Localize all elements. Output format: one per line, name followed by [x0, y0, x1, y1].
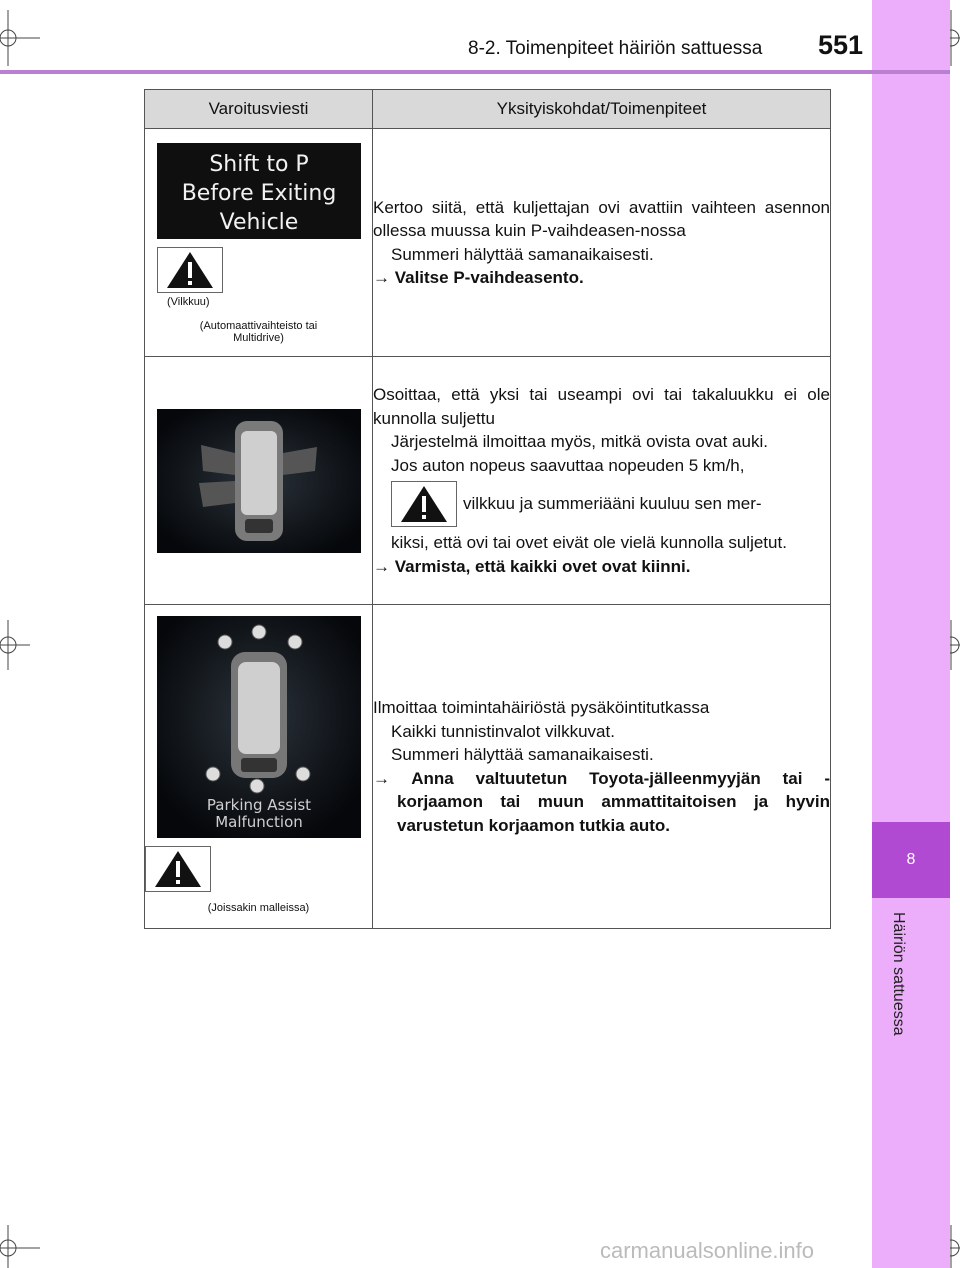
- warning-indicator-box: [391, 481, 457, 527]
- section-title: 8-2. Toimenpiteet häiriön sattuessa: [468, 38, 763, 59]
- action-text: → Varmista, että kaikki ovet ovat kiinni.: [373, 556, 691, 576]
- page-number: 551: [818, 30, 864, 60]
- screen-line-1: Shift to P: [208, 152, 309, 177]
- detail-text: Summeri hälyttää samanaikaisesti.: [391, 244, 654, 264]
- header-warning-message: Varoitusviesti: [145, 90, 373, 129]
- detail-text: vilkkuu ja summeriääni kuuluu sen mer-: [463, 494, 762, 514]
- description-text: Osoittaa, että yksi tai useampi ovi tai takaluukku ei ole kunnolla suljettu: [373, 385, 830, 428]
- warning-image-cell: [145, 129, 373, 357]
- description-text: Kertoo siitä, että kuljettajan ovi avattiin vaihteen asennon ollessa muussa kuin P-vaihdeasen-nossa: [373, 197, 830, 240]
- table-row: [145, 357, 831, 605]
- details-cell: [373, 605, 831, 929]
- screen-line-3: Vehicle: [219, 210, 298, 235]
- shift-to-p-screen: [157, 143, 361, 239]
- description-text: Ilmoittaa toimintahäiriöstä pysäköintitutkassa: [373, 698, 710, 717]
- blink-caption: (Vilkkuu): [167, 296, 210, 308]
- model-note: (Joissakin malleissa): [207, 901, 310, 914]
- header-rule: [0, 70, 950, 74]
- details-cell: [373, 357, 831, 605]
- table-row: [145, 605, 831, 929]
- detail-text: kiksi, että ovi tai ovet eivät ole vielä kunnolla suljetut.: [391, 533, 787, 552]
- screen-line-1: Parking Assist: [206, 795, 311, 814]
- chapter-number-tab: 8: [872, 822, 950, 898]
- model-note-line1: (Automaattivaihteisto tai: [199, 320, 318, 332]
- warning-table: [144, 89, 831, 929]
- warning-triangle-icon: [399, 484, 449, 524]
- warning-triangle-icon: [153, 849, 203, 889]
- header-details: Yksityiskohdat/Toimenpiteet: [373, 90, 831, 129]
- car-top-view-icon: [231, 652, 287, 778]
- warning-image-cell: [145, 605, 373, 929]
- table-row: [145, 129, 831, 357]
- warning-triangle-icon: [165, 250, 215, 290]
- watermark: carmanualsonline.info: [600, 1238, 815, 1263]
- chapter-label: Häiriön sattuessa: [890, 912, 907, 1036]
- warning-indicator-box: [145, 846, 211, 892]
- screen-line-2: Before Exiting: [181, 181, 336, 206]
- detail-with-icon: [373, 481, 830, 527]
- table-header-row: [145, 90, 831, 129]
- warning-image-cell: [145, 357, 373, 605]
- parking-assist-screen: [157, 616, 361, 838]
- details-cell: [373, 129, 831, 357]
- door-open-screen: [157, 409, 361, 553]
- detail-text: Järjestelmä ilmoittaa myös, mitkä ovista ovat auki.: [391, 432, 768, 451]
- action-text: → Anna valtuutetun Toyota-jälleenmyyjän tai -korjaamon tai muun ammattitaitoisen ja hyvin varustetun korjaamon tutkia auto.: [373, 768, 830, 835]
- warning-indicator-box: [157, 247, 223, 293]
- detail-text: Jos auton nopeus saavuttaa nopeuden 5 km/h,: [391, 455, 745, 475]
- model-note-line2: Multidrive): [233, 332, 284, 344]
- side-tab: [872, 0, 950, 1268]
- screen-line-2: Malfunction: [214, 812, 303, 831]
- detail-text: Kaikki tunnistinvalot vilkkuvat.: [391, 721, 615, 741]
- action-text: → Valitse P-vaihdeasento.: [373, 268, 584, 287]
- detail-text: Summeri hälyttää samanaikaisesti.: [391, 745, 654, 764]
